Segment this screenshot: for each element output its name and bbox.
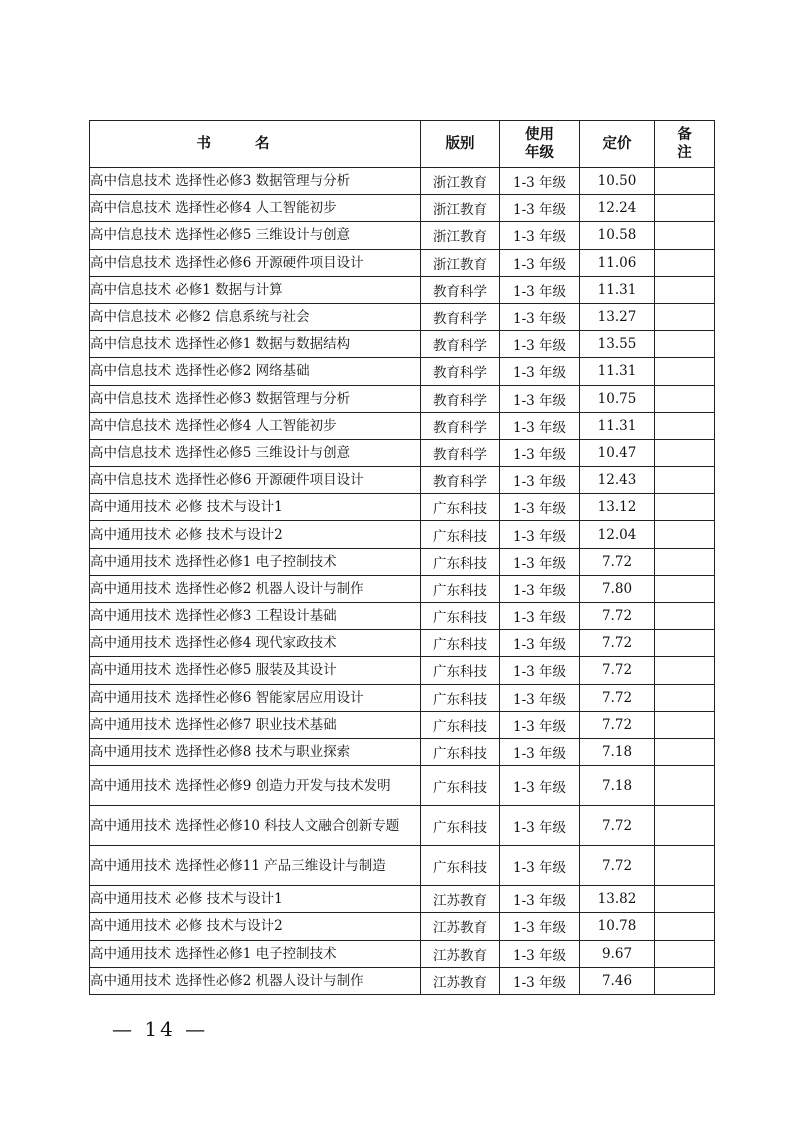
book-name-cell: 高中信息技术 选择性必修5 三维设计与创意 (90, 439, 421, 466)
publisher-cell: 教育科学 (421, 412, 500, 439)
header-grade-line2: 年级 (525, 145, 554, 161)
book-name-cell: 高中信息技术 选择性必修4 人工智能初步 (90, 195, 421, 222)
table-row (90, 467, 715, 494)
publisher-cell: 广东科技 (421, 494, 500, 521)
table-row (90, 738, 715, 765)
grade-cell: 1-3 年级 (500, 886, 580, 913)
table-row (90, 331, 715, 358)
table-row (90, 940, 715, 967)
price-cell: 11.31 (580, 412, 655, 439)
price-cell: 10.50 (580, 168, 655, 195)
header-note-line2: 注 (677, 145, 692, 161)
publisher-cell: 广东科技 (421, 603, 500, 630)
note-cell (655, 846, 715, 886)
header-grade (500, 121, 580, 168)
book-name-cell: 高中通用技术 选择性必修9 创造力开发与技术发明 (90, 766, 421, 806)
note-cell (655, 521, 715, 548)
book-name-cell: 高中通用技术 必修 技术与设计2 (90, 913, 421, 940)
book-name-cell: 高中信息技术 选择性必修5 三维设计与创意 (90, 222, 421, 249)
publisher-cell: 江苏教育 (421, 886, 500, 913)
note-cell (655, 548, 715, 575)
note-cell (655, 766, 715, 806)
price-cell: 12.04 (580, 521, 655, 548)
price-cell: 10.47 (580, 439, 655, 466)
grade-cell: 1-3 年级 (500, 358, 580, 385)
note-cell (655, 603, 715, 630)
table-row (90, 603, 715, 630)
note-cell (655, 886, 715, 913)
book-name-cell: 高中通用技术 选择性必修10 科技人文融合创新专题 (90, 806, 421, 846)
note-cell (655, 331, 715, 358)
note-cell (655, 276, 715, 303)
grade-cell: 1-3 年级 (500, 846, 580, 886)
publisher-cell: 广东科技 (421, 630, 500, 657)
grade-cell: 1-3 年级 (500, 657, 580, 684)
note-cell (655, 358, 715, 385)
grade-cell: 1-3 年级 (500, 913, 580, 940)
grade-cell: 1-3 年级 (500, 806, 580, 846)
table-row (90, 168, 715, 195)
book-name-cell: 高中信息技术 选择性必修4 人工智能初步 (90, 412, 421, 439)
book-name-cell: 高中信息技术 选择性必修3 数据管理与分析 (90, 168, 421, 195)
publisher-cell: 广东科技 (421, 738, 500, 765)
table-row (90, 494, 715, 521)
price-cell: 9.67 (580, 940, 655, 967)
publisher-cell: 浙江教育 (421, 168, 500, 195)
grade-cell: 1-3 年级 (500, 222, 580, 249)
table-row (90, 630, 715, 657)
page-number: — 14 — (112, 1017, 209, 1041)
book-name-cell: 高中信息技术 选择性必修3 数据管理与分析 (90, 385, 421, 412)
price-cell: 7.72 (580, 657, 655, 684)
note-cell (655, 249, 715, 276)
header-note (655, 121, 715, 168)
price-cell: 7.72 (580, 684, 655, 711)
note-cell (655, 806, 715, 846)
grade-cell: 1-3 年级 (500, 276, 580, 303)
publisher-cell: 教育科学 (421, 276, 500, 303)
header-grade-line1: 使用 (525, 127, 554, 143)
note-cell (655, 439, 715, 466)
price-cell: 13.27 (580, 303, 655, 330)
publisher-cell: 广东科技 (421, 521, 500, 548)
grade-cell: 1-3 年级 (500, 249, 580, 276)
note-cell (655, 412, 715, 439)
grade-cell: 1-3 年级 (500, 168, 580, 195)
grade-cell: 1-3 年级 (500, 548, 580, 575)
publisher-cell: 浙江教育 (421, 249, 500, 276)
publisher-cell: 广东科技 (421, 684, 500, 711)
note-cell (655, 575, 715, 602)
table-row (90, 846, 715, 886)
book-name-cell: 高中通用技术 选择性必修3 工程设计基础 (90, 603, 421, 630)
note-cell (655, 385, 715, 412)
grade-cell: 1-3 年级 (500, 738, 580, 765)
publisher-cell: 广东科技 (421, 766, 500, 806)
grade-cell: 1-3 年级 (500, 630, 580, 657)
book-name-cell: 高中信息技术 选择性必修2 网络基础 (90, 358, 421, 385)
grade-cell: 1-3 年级 (500, 439, 580, 466)
publisher-cell: 广东科技 (421, 575, 500, 602)
note-cell (655, 303, 715, 330)
price-cell: 10.78 (580, 913, 655, 940)
grade-cell: 1-3 年级 (500, 385, 580, 412)
publisher-cell: 广东科技 (421, 806, 500, 846)
table-header-row (90, 121, 715, 168)
table-row (90, 657, 715, 684)
table-row (90, 385, 715, 412)
publisher-cell: 广东科技 (421, 548, 500, 575)
price-cell: 13.55 (580, 331, 655, 358)
publisher-cell: 江苏教育 (421, 967, 500, 994)
price-cell: 12.43 (580, 467, 655, 494)
grade-cell: 1-3 年级 (500, 603, 580, 630)
header-note-line1: 备 (677, 127, 692, 143)
table-row (90, 886, 715, 913)
grade-cell: 1-3 年级 (500, 967, 580, 994)
table-row (90, 222, 715, 249)
book-name-cell: 高中通用技术 选择性必修11 产品三维设计与制造 (90, 846, 421, 886)
book-name-cell: 高中通用技术 必修 技术与设计1 (90, 886, 421, 913)
table-row (90, 967, 715, 994)
header-price: 定价 (580, 121, 655, 168)
note-cell (655, 168, 715, 195)
table-row (90, 358, 715, 385)
price-cell: 7.72 (580, 846, 655, 886)
publisher-cell: 教育科学 (421, 303, 500, 330)
table-row (90, 913, 715, 940)
book-name-cell: 高中通用技术 选择性必修2 机器人设计与制作 (90, 967, 421, 994)
book-name-cell: 高中通用技术 必修 技术与设计1 (90, 494, 421, 521)
book-name-cell: 高中通用技术 选择性必修1 电子控制技术 (90, 548, 421, 575)
table-row (90, 249, 715, 276)
book-name-cell: 高中信息技术 选择性必修1 数据与数据结构 (90, 331, 421, 358)
note-cell (655, 467, 715, 494)
grade-cell: 1-3 年级 (500, 412, 580, 439)
grade-cell: 1-3 年级 (500, 467, 580, 494)
note-cell (655, 222, 715, 249)
textbook-table (89, 120, 715, 995)
note-cell (655, 494, 715, 521)
price-cell: 7.80 (580, 575, 655, 602)
book-name-cell: 高中通用技术 选择性必修2 机器人设计与制作 (90, 575, 421, 602)
grade-cell: 1-3 年级 (500, 331, 580, 358)
table-row (90, 195, 715, 222)
book-name-cell: 高中信息技术 必修2 信息系统与社会 (90, 303, 421, 330)
header-publisher: 版别 (421, 121, 500, 168)
book-name-cell: 高中通用技术 选择性必修5 服装及其设计 (90, 657, 421, 684)
book-name-cell: 高中通用技术 选择性必修7 职业技术基础 (90, 711, 421, 738)
price-cell: 7.72 (580, 548, 655, 575)
note-cell (655, 684, 715, 711)
price-cell: 13.12 (580, 494, 655, 521)
price-cell: 7.18 (580, 766, 655, 806)
table-row (90, 711, 715, 738)
price-cell: 13.82 (580, 886, 655, 913)
grade-cell: 1-3 年级 (500, 575, 580, 602)
price-cell: 10.75 (580, 385, 655, 412)
note-cell (655, 711, 715, 738)
grade-cell: 1-3 年级 (500, 684, 580, 711)
note-cell (655, 967, 715, 994)
publisher-cell: 浙江教育 (421, 222, 500, 249)
price-cell: 7.72 (580, 711, 655, 738)
publisher-cell: 广东科技 (421, 711, 500, 738)
grade-cell: 1-3 年级 (500, 766, 580, 806)
book-name-cell: 高中通用技术 必修 技术与设计2 (90, 521, 421, 548)
price-cell: 7.18 (580, 738, 655, 765)
table-row (90, 575, 715, 602)
price-cell: 10.58 (580, 222, 655, 249)
price-cell: 7.72 (580, 603, 655, 630)
note-cell (655, 630, 715, 657)
book-name-cell: 高中通用技术 选择性必修1 电子控制技术 (90, 940, 421, 967)
publisher-cell: 教育科学 (421, 439, 500, 466)
publisher-cell: 江苏教育 (421, 913, 500, 940)
publisher-cell: 教育科学 (421, 358, 500, 385)
note-cell (655, 195, 715, 222)
book-name-cell: 高中通用技术 选择性必修8 技术与职业探索 (90, 738, 421, 765)
table-row (90, 684, 715, 711)
note-cell (655, 913, 715, 940)
book-name-cell: 高中信息技术 选择性必修6 开源硬件项目设计 (90, 467, 421, 494)
price-cell: 7.72 (580, 806, 655, 846)
grade-cell: 1-3 年级 (500, 711, 580, 738)
grade-cell: 1-3 年级 (500, 303, 580, 330)
note-cell (655, 940, 715, 967)
table-row (90, 766, 715, 806)
grade-cell: 1-3 年级 (500, 195, 580, 222)
book-name-cell: 高中通用技术 选择性必修4 现代家政技术 (90, 630, 421, 657)
grade-cell: 1-3 年级 (500, 521, 580, 548)
grade-cell: 1-3 年级 (500, 940, 580, 967)
note-cell (655, 657, 715, 684)
table-row (90, 521, 715, 548)
publisher-cell: 教育科学 (421, 385, 500, 412)
grade-cell: 1-3 年级 (500, 494, 580, 521)
publisher-cell: 江苏教育 (421, 940, 500, 967)
book-name-cell: 高中信息技术 必修1 数据与计算 (90, 276, 421, 303)
table-row (90, 439, 715, 466)
note-cell (655, 738, 715, 765)
price-cell: 12.24 (580, 195, 655, 222)
table-row (90, 806, 715, 846)
price-cell: 7.72 (580, 630, 655, 657)
price-cell: 11.31 (580, 276, 655, 303)
header-book-name: 书名 (90, 121, 421, 168)
table-row (90, 276, 715, 303)
publisher-cell: 教育科学 (421, 331, 500, 358)
table-row (90, 303, 715, 330)
table-row (90, 548, 715, 575)
price-cell: 11.31 (580, 358, 655, 385)
price-cell: 7.46 (580, 967, 655, 994)
publisher-cell: 教育科学 (421, 467, 500, 494)
book-name-cell: 高中通用技术 选择性必修6 智能家居应用设计 (90, 684, 421, 711)
price-cell: 11.06 (580, 249, 655, 276)
publisher-cell: 广东科技 (421, 846, 500, 886)
publisher-cell: 浙江教育 (421, 195, 500, 222)
publisher-cell: 广东科技 (421, 657, 500, 684)
table-row (90, 412, 715, 439)
book-name-cell: 高中信息技术 选择性必修6 开源硬件项目设计 (90, 249, 421, 276)
